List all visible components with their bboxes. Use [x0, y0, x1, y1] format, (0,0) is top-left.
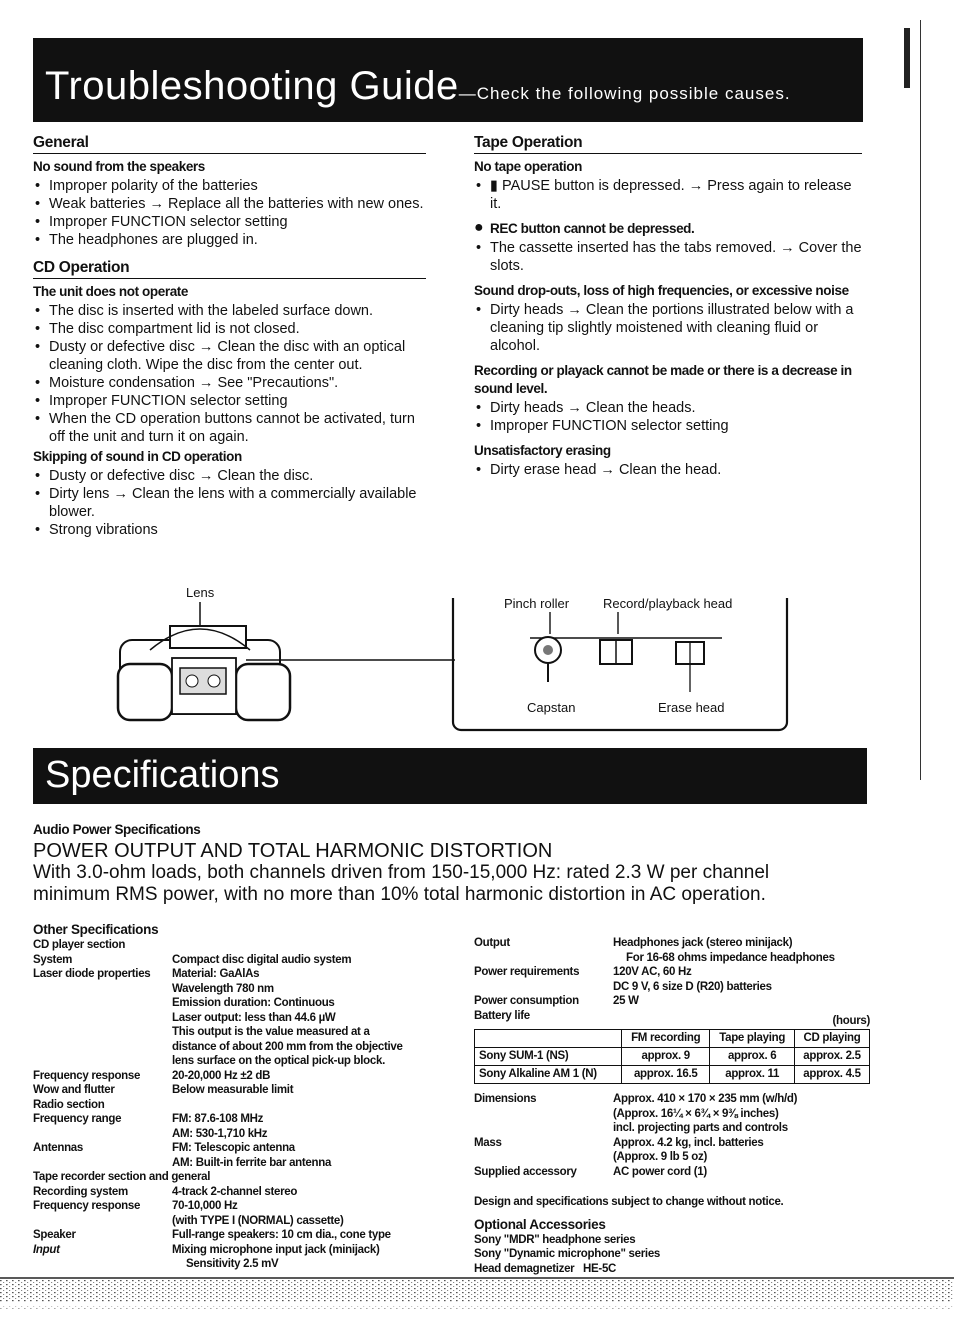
table-corner: [475, 1030, 622, 1048]
capstan-label: Capstan: [527, 700, 576, 715]
list-item: • Dusty or defective disc → Clean the disc.: [33, 467, 426, 485]
input-label: Input: [33, 1243, 60, 1256]
troubleshooting-banner: [33, 38, 863, 122]
rec-list: [474, 239, 862, 275]
list-item: • Weak batteries → Replace all the batteries with new ones.: [33, 195, 426, 213]
laser-value: Wavelength 780 nm: [172, 982, 274, 995]
erasing-list: [474, 461, 862, 479]
list-item: • Improper FUNCTION selector setting: [33, 392, 426, 410]
power-req-label: Power requirements: [474, 966, 580, 978]
no-sound-title: No sound from the speakers: [33, 159, 205, 174]
output-value: For 16-68 ohms impedance headphones: [626, 951, 835, 964]
dimensions-value: (Approx. 16¼ × 6¾ × 9⅜ inches): [613, 1107, 779, 1120]
laser-value: Laser output: less than 44.6 µW: [172, 1011, 336, 1024]
table-cell: approx. 16.5: [622, 1066, 710, 1084]
table-cell: approx. 2.5: [794, 1048, 869, 1066]
rec-title: [474, 220, 862, 238]
table-header: FM recording: [622, 1030, 710, 1048]
tape-heads-diagram: [500, 612, 760, 692]
laser-value: lens surface on the optical pick-up block.: [172, 1055, 385, 1067]
change-notice: Design and specifications subject to change without notice.: [474, 1196, 784, 1208]
laser-value: Emission duration: Continuous: [172, 997, 335, 1009]
laser-value: Material: GaAlAs: [172, 968, 260, 980]
output-value: Headphones jack (stereo minijack): [613, 937, 793, 949]
dimensions-value: incl. projecting parts and controls: [613, 1122, 788, 1134]
tape-freq-label: Frequency response: [33, 1200, 141, 1212]
erasing-title: Unsatisfactory erasing: [474, 443, 611, 458]
skipping-list: [33, 467, 426, 539]
list-item: • Dusty or defective disc → Clean the disc with an optical cleaning cloth. Wipe the disc from the center out.: [33, 338, 426, 374]
input-value: Sensitivity 2.5 mV: [186, 1258, 279, 1270]
system-label: System: [33, 953, 73, 966]
tape-operation-heading: Tape Operation: [474, 134, 862, 154]
troubleshooting-title: [45, 64, 791, 109]
rec-system-label: Recording system: [33, 1185, 128, 1198]
no-sound-list: [33, 177, 426, 249]
power-cons-label: Power consumption: [474, 995, 579, 1007]
tape-section-heading: Tape recorder section and general: [33, 1171, 211, 1183]
tape-freq-value: 70-10,000 Hz: [172, 1200, 238, 1212]
left-troubleshooting-column: [33, 134, 426, 539]
table-cell: approx. 6: [710, 1048, 795, 1066]
list-item: • Dirty heads → Clean the heads.: [474, 399, 862, 417]
margin-mark: [904, 28, 910, 88]
laser-value: distance of about 200 mm from the objective: [172, 1040, 403, 1053]
specifications-banner: [33, 748, 867, 804]
bullet-icon: ●: [474, 219, 484, 236]
playback-title: Recording or playack cannot be made or there is a decrease in sound level.: [474, 363, 852, 396]
dimensions-value: Approx. 410 × 170 × 235 mm (w/h/d): [613, 1093, 798, 1105]
list-item: • The headphones are plugged in.: [33, 231, 426, 249]
no-tape-title: No tape operation: [474, 159, 582, 174]
list-item: • The disc is inserted with the labeled surface down.: [33, 302, 426, 320]
table-cell: approx. 11: [710, 1066, 795, 1084]
loads-line-1: With 3.0-ohm loads, both channels driven from 150-15,000 Hz: rated 2.3 W per channel: [33, 862, 770, 883]
battery-unit: (hours): [832, 1014, 870, 1027]
list-item: • Dirty heads → Clean the portions illustrated below with a cleaning tip slightly moistened with cleaning fluid or alcohol.: [474, 301, 862, 355]
right-troubleshooting-column: [474, 134, 862, 479]
list-item: • Dirty lens → Clean the lens with a commercially available blower.: [33, 485, 426, 521]
freq-range-value: AM: 530-1,710 kHz: [172, 1127, 268, 1140]
skipping-title: Skipping of sound in CD operation: [33, 449, 242, 464]
dropout-list: [474, 301, 862, 355]
list-item: • Improper FUNCTION selector setting: [474, 417, 862, 435]
list-item: • The disc compartment lid is not closed.: [33, 320, 426, 338]
table-cell: approx. 4.5: [794, 1066, 869, 1084]
list-item: • Improper polarity of the batteries: [33, 177, 426, 195]
freq-response-label: Frequency response: [33, 1069, 141, 1082]
other-specs-left: [33, 922, 453, 1272]
list-item: Sony "Dynamic microphone" series: [474, 1248, 661, 1260]
mass-value: (Approx. 9 lb 5 oz): [613, 1151, 707, 1163]
table-cell: Sony SUM-1 (NS): [475, 1048, 622, 1066]
speaker-value: Full-range speakers: 10 cm dia., cone type: [172, 1229, 391, 1241]
freq-range-value: FM: 87.6-108 MHz: [172, 1113, 264, 1125]
cd-section-heading: CD player section: [33, 939, 126, 951]
table-row: [475, 1030, 870, 1048]
troubleshooting-subtitle: —Check the following possible causes.: [458, 84, 791, 103]
power-req-value: 120V AC, 60 Hz: [613, 966, 692, 978]
wow-label: Wow and flutter: [33, 1084, 115, 1096]
other-specs-right: [474, 936, 874, 1276]
laser-label: Laser diode properties: [33, 968, 151, 980]
table-header: CD playing: [794, 1030, 869, 1048]
general-heading: General: [33, 134, 426, 154]
list-item: Head demagnetizer HE-5C: [474, 1262, 617, 1275]
speaker-label: Speaker: [33, 1229, 76, 1241]
list-item: • The cassette inserted has the tabs removed. → Cover the slots.: [474, 239, 862, 275]
antennas-value: AM: Built-in ferrite bar antenna: [172, 1156, 332, 1169]
list-item: • When the CD operation buttons cannot be activated, turn off the unit and turn it on again.: [33, 410, 426, 446]
list-item: • Improper FUNCTION selector setting: [33, 213, 426, 231]
mass-value: Approx. 4.2 kg, incl. batteries: [613, 1136, 764, 1149]
freq-response-value: 20-20,000 Hz ±2 dB: [172, 1069, 271, 1082]
table-cell: approx. 9: [622, 1048, 710, 1066]
table-row: [475, 1048, 870, 1066]
table-row: [475, 1066, 870, 1084]
input-value: Mixing microphone input jack (minijack): [172, 1243, 380, 1256]
dimensions-label: Dimensions: [474, 1093, 537, 1105]
other-specs-heading: Other Specifications: [33, 922, 159, 937]
power-req-value: DC 9 V, 6 size D (R20) batteries: [613, 980, 772, 993]
loads-line-2: minimum RMS power, with no more than 10% total harmonic distortion in AC operation.: [33, 884, 766, 905]
battery-life-label: Battery life: [474, 1009, 530, 1022]
scan-noise-strip: [0, 1276, 954, 1341]
freq-range-label: Frequency range: [33, 1113, 122, 1125]
not-operate-list: [33, 302, 426, 446]
specifications-title: Specifications: [45, 754, 280, 796]
troubleshooting-title-text: Troubleshooting Guide: [45, 64, 459, 108]
list-item: • Strong vibrations: [33, 521, 426, 539]
output-label: Output: [474, 937, 510, 949]
record-head-label: Record/playback head: [603, 596, 733, 611]
not-operate-title: The unit does not operate: [33, 284, 189, 299]
margin-rule: [920, 20, 921, 780]
audio-power-heading: Audio Power Specifications: [33, 822, 201, 837]
lens-label: Lens: [186, 585, 215, 600]
cd-operation-heading: CD Operation: [33, 259, 426, 279]
optional-accessories-heading: Optional Accessories: [474, 1216, 606, 1232]
rec-title-text: REC button cannot be depressed.: [490, 221, 695, 236]
mass-label: Mass: [474, 1136, 502, 1149]
tape-freq-value: (with TYPE I (NORMAL) cassette): [172, 1214, 344, 1227]
list-item: • ▮ PAUSE button is depressed. → Press again to release it.: [474, 177, 862, 213]
system-value: Compact disc digital audio system: [172, 953, 352, 966]
accessory-label: Supplied accessory: [474, 1165, 577, 1178]
dropout-title: Sound drop-outs, loss of high frequencies, or excessive noise: [474, 283, 849, 298]
accessory-value: AC power cord (1): [613, 1165, 707, 1178]
power-output-line: POWER OUTPUT AND TOTAL HARMONIC DISTORTION: [33, 840, 553, 862]
laser-value: This output is the value measured at a: [172, 1026, 370, 1038]
list-item: • Dirty erase head → Clean the head.: [474, 461, 862, 479]
table-header: Tape playing: [710, 1030, 795, 1048]
list-item: • Moisture condensation → See "Precautions".: [33, 374, 426, 392]
rec-system-value: 4-track 2-channel stereo: [172, 1185, 298, 1198]
battery-life-table: [474, 1029, 870, 1084]
pinch-roller-label: Pinch roller: [504, 596, 570, 611]
radio-section-heading: Radio section: [33, 1098, 105, 1111]
antennas-label: Antennas: [33, 1142, 83, 1154]
playback-list: [474, 399, 862, 435]
list-item: Sony "MDR" headphone series: [474, 1233, 636, 1246]
erase-head-label: Erase head: [658, 700, 725, 715]
table-cell: Sony Alkaline AM 1 (N): [475, 1066, 622, 1084]
power-cons-value: 25 W: [613, 995, 639, 1007]
no-tape-list: [474, 177, 862, 213]
antennas-value: FM: Telescopic antenna: [172, 1142, 295, 1154]
wow-value: Below measurable limit: [172, 1084, 294, 1096]
